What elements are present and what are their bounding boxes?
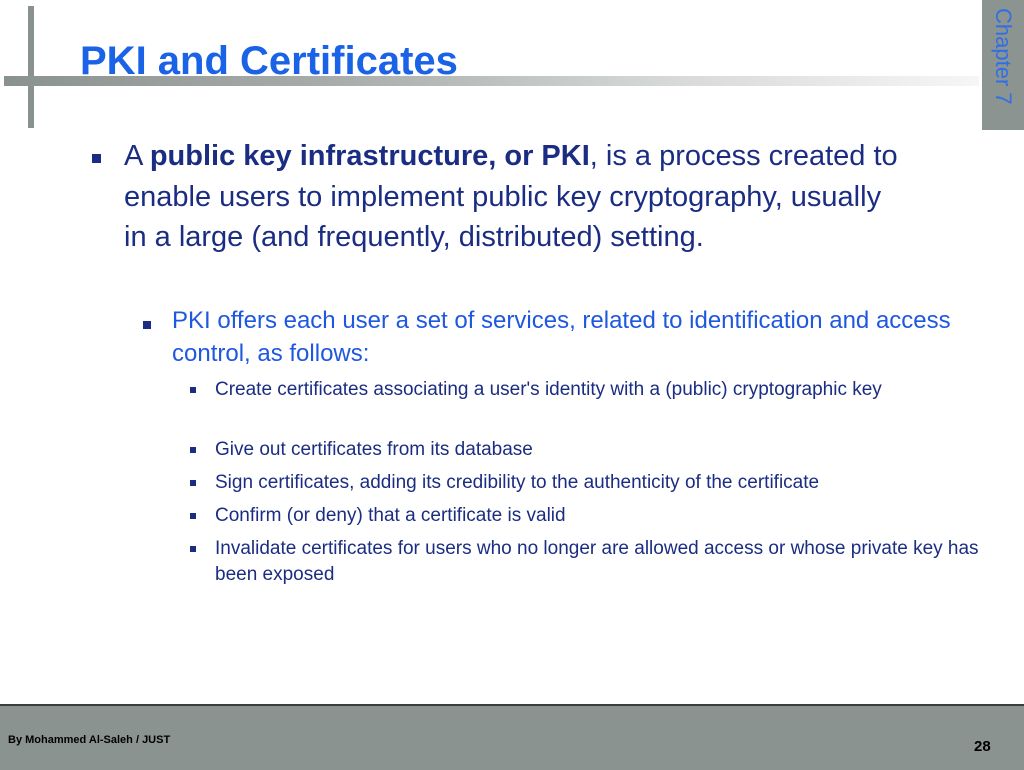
- bullet-lead: A: [124, 140, 150, 172]
- bullet-rest: , is a process created to enable users to implement public key cryptography, usually in a large (and frequently, distributed) setting.: [124, 140, 898, 253]
- frame-vertical-line: [28, 6, 34, 128]
- square-bullet-icon: [190, 447, 196, 453]
- square-bullet-icon: [92, 154, 101, 163]
- footer-author: By Mohammed Al-Saleh / JUST: [8, 734, 171, 746]
- service-item: Sign certificates, adding its credibility to the authenticity of the certificate: [215, 472, 820, 493]
- service-item: Create certificates associating a user's identity with a (public) cryptographic key: [215, 379, 882, 400]
- chapter-label: Chapter 7: [991, 8, 1016, 105]
- page-number: 28: [974, 738, 991, 755]
- service-item: Confirm (or deny) that a certificate is valid: [215, 505, 566, 526]
- footer-bar: [0, 704, 1024, 770]
- slide-title: PKI and Certificates: [80, 39, 458, 83]
- bullet-term: public key infrastructure, or PKI: [149, 140, 590, 172]
- service-item: Invalidate certificates for users who no longer are allowed access or whose private key has been exposed: [215, 538, 979, 585]
- square-bullet-icon: [190, 546, 196, 552]
- bullet-pki-services: PKI offers each user a set of services, related to identification and access control, as follows:: [172, 307, 951, 367]
- bullet-pki-definition: [124, 136, 904, 258]
- service-item: Give out certificates from its database: [215, 439, 533, 460]
- square-bullet-icon: [190, 480, 196, 486]
- square-bullet-icon: [190, 387, 196, 393]
- square-bullet-icon: [190, 513, 196, 519]
- square-bullet-icon: [143, 321, 151, 329]
- chapter-tab: [982, 0, 1024, 130]
